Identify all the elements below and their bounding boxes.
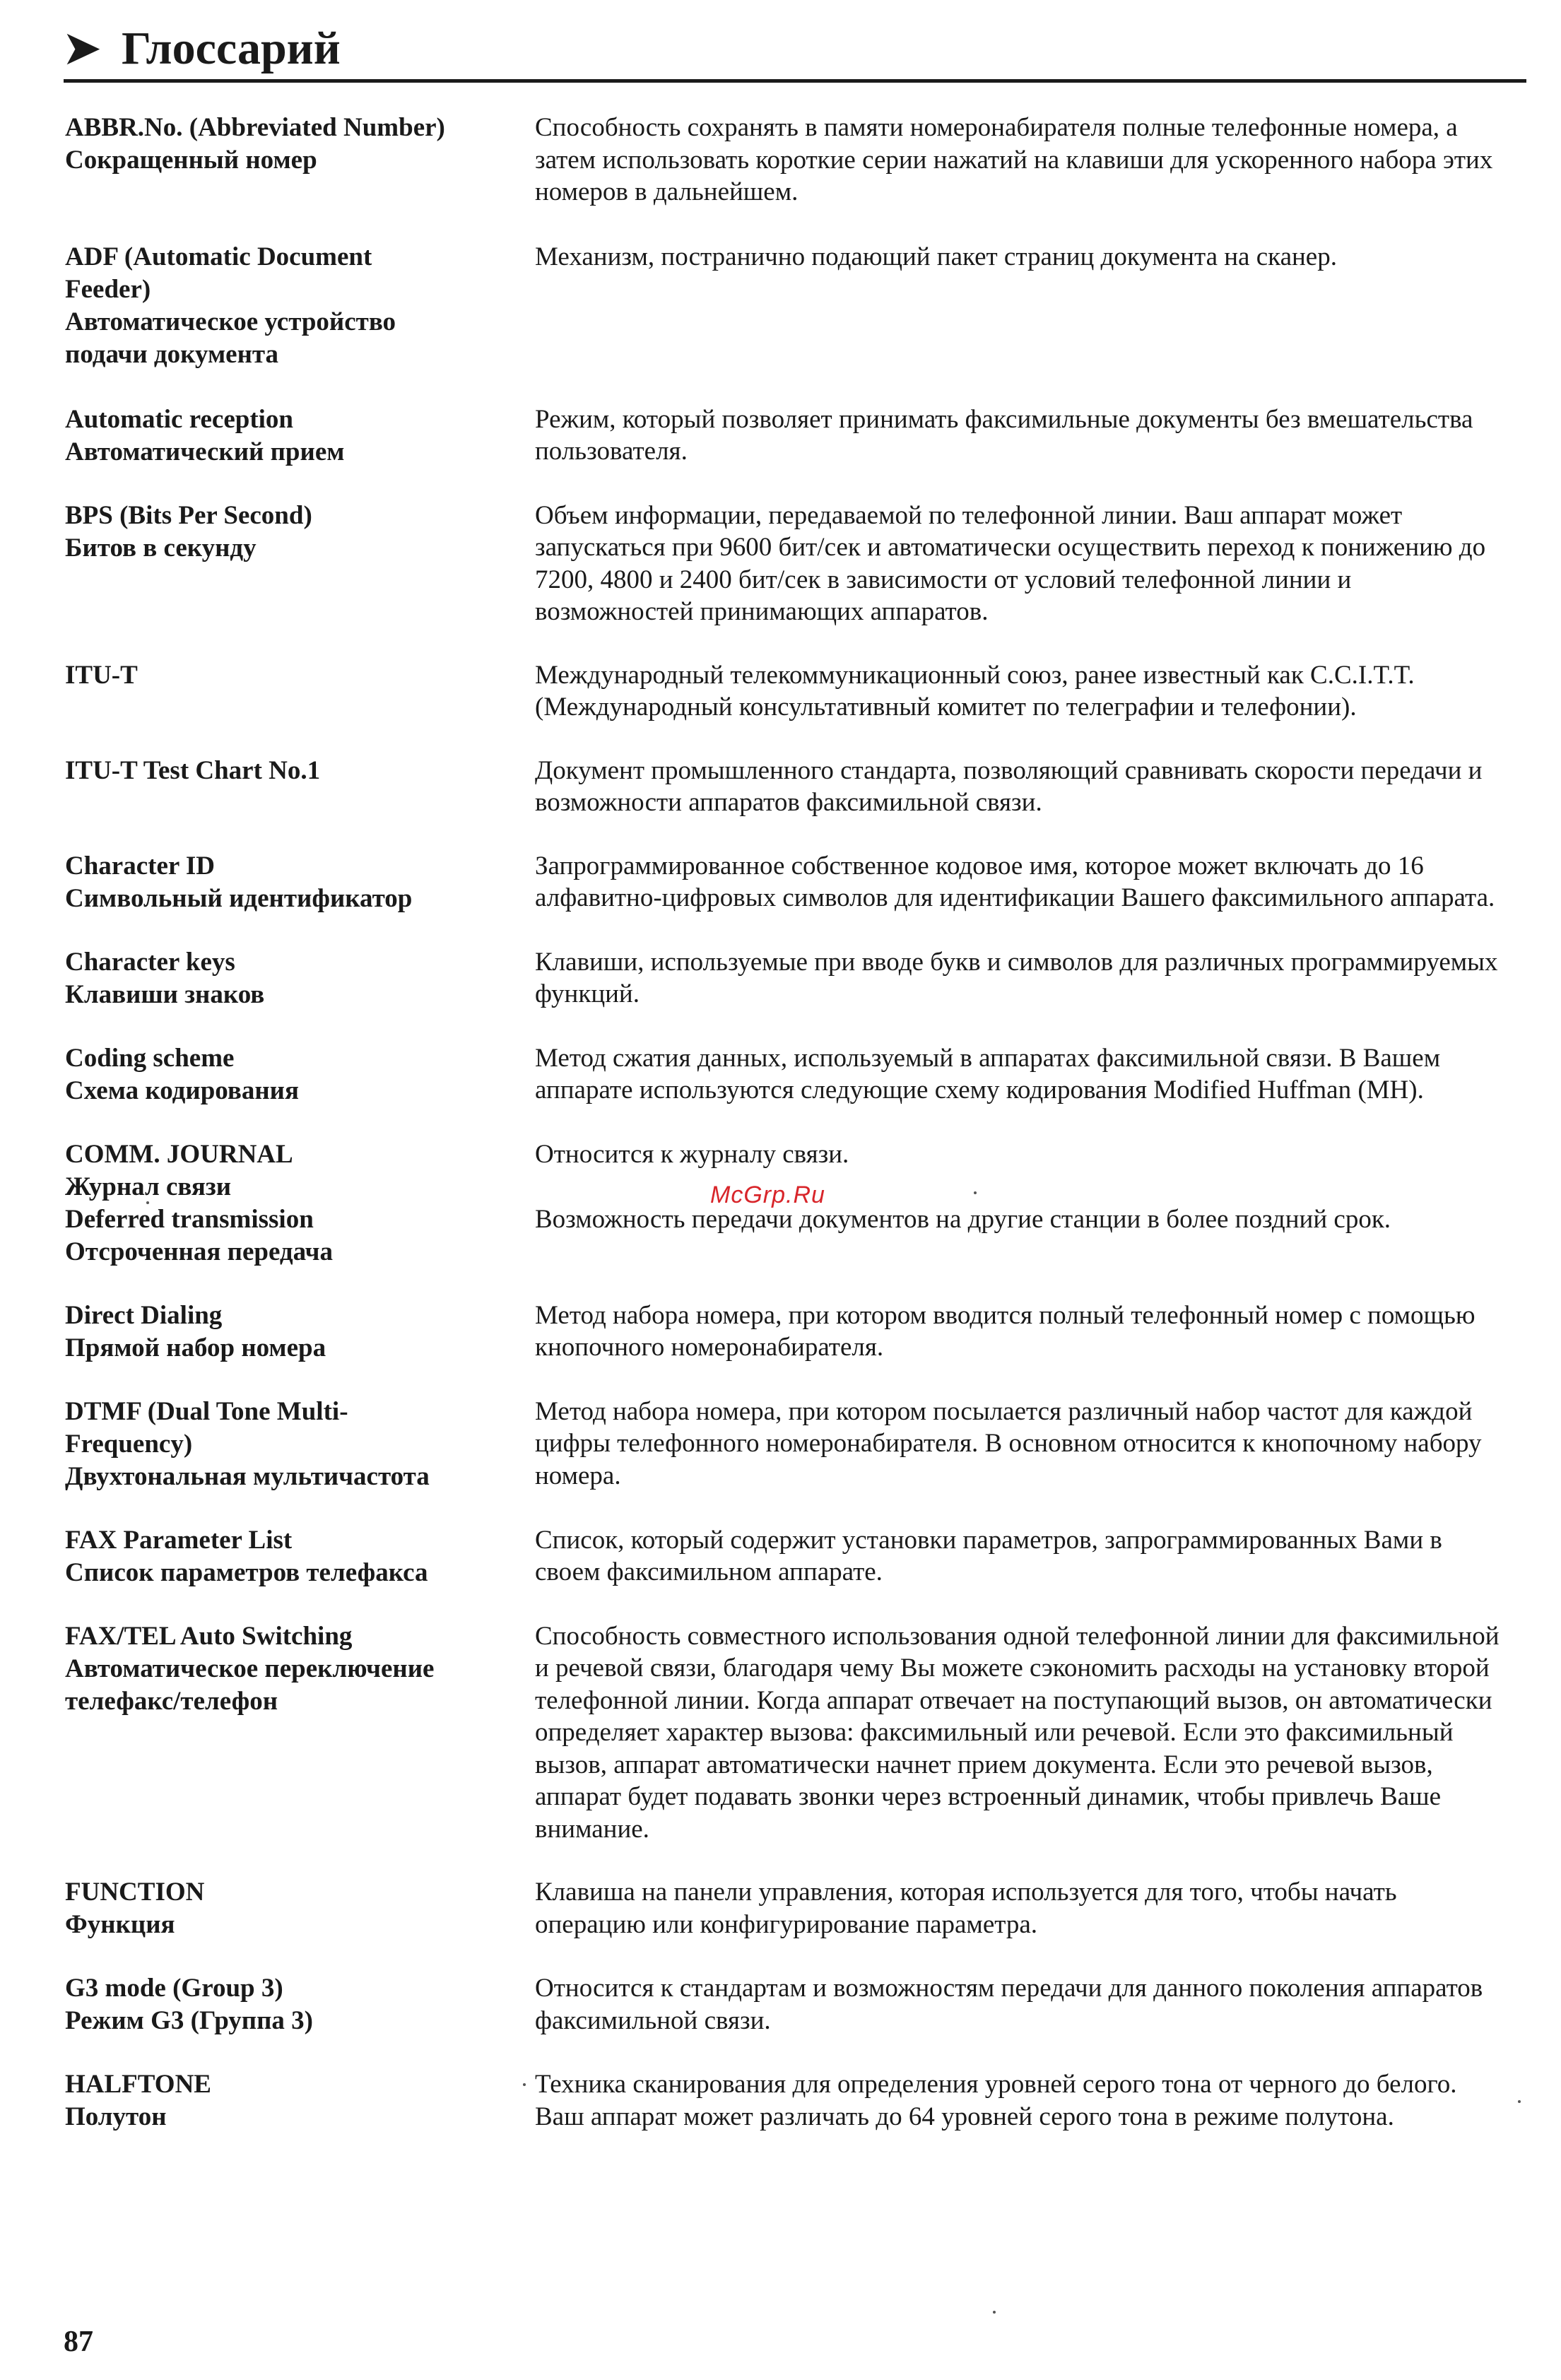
glossary-definition: Возможность передачи документов на другие станции в более поздний срок. bbox=[535, 1204, 1391, 1234]
glossary-term bbox=[65, 946, 535, 1011]
glossary-definition: Запрограммированное собственное кодовое имя, которое может включать до 16 алфавитно-цифровых символов для идентификации Вашего факсимильного аппарата. bbox=[535, 851, 1495, 912]
term-line: Feeder) bbox=[65, 274, 151, 304]
glossary-term bbox=[65, 850, 535, 915]
term-line: BPS (Bits Per Second) bbox=[65, 500, 312, 530]
glossary-entry bbox=[65, 241, 1521, 371]
term-line: Режим G3 (Группа 3) bbox=[65, 2006, 313, 2035]
glossary-entry bbox=[65, 2068, 1521, 2133]
glossary-definition: Клавиша на панели управления, которая используется для того, чтобы начать операцию или конфигурирование параметра. bbox=[535, 1878, 1397, 1939]
glossary-definition: Международный телекоммуникационный союз, ранее известный как C.C.I.T.T. (Международный консультативный комитет по телеграфии и телефонии). bbox=[535, 660, 1415, 721]
term-line: FAX/TEL Auto Switching bbox=[65, 1621, 353, 1651]
page-title: Глоссарий bbox=[122, 23, 341, 74]
term-line: FUNCTION bbox=[65, 1878, 205, 1907]
glossary-list bbox=[65, 112, 1521, 2133]
term-line: COMM. JOURNAL bbox=[65, 1139, 293, 1169]
glossary-entry bbox=[65, 1396, 1521, 1493]
watermark: McGrp.Ru bbox=[710, 1182, 825, 1208]
term-line: Coding scheme bbox=[65, 1043, 235, 1073]
glossary-entry bbox=[65, 659, 1521, 724]
glossary-entry bbox=[65, 850, 1521, 915]
term-line: Автоматическое устройство bbox=[65, 307, 396, 336]
glossary-definition: Список, который содержит установки параметров, запрограммированных Вами в своем факсимильном аппарате. bbox=[535, 1525, 1442, 1586]
term-line: Автоматическое переключение bbox=[65, 1654, 435, 1683]
term-line: Сокращенный номер bbox=[65, 146, 317, 175]
glossary-definition: Объем информации, передаваемой по телефонной линии. Ваш аппарат может запускаться при 9600 бит/сек и автоматически осуществить переход к понижению до 7200, 4800 и 2400 бит/сек в зависимости от условий телефонной линии и возможностей принимающих аппаратов. bbox=[535, 500, 1486, 626]
term-line: Deferred transmission bbox=[65, 1204, 314, 1234]
glossary-entry bbox=[65, 1203, 1521, 1268]
glossary-entry bbox=[65, 755, 1521, 819]
arrow-icon: ➤ bbox=[64, 25, 100, 73]
glossary-term bbox=[65, 403, 535, 469]
term-line: Автоматический прием bbox=[65, 437, 345, 466]
term-line: FAX Parameter List bbox=[65, 1525, 293, 1555]
page-number: 87 bbox=[64, 2326, 93, 2358]
glossary-entry bbox=[65, 1042, 1521, 1107]
glossary-definition: Относится к журналу связи. bbox=[535, 1139, 849, 1169]
term-line: DTMF (Dual Tone Multi- bbox=[65, 1396, 348, 1426]
glossary-term bbox=[65, 1203, 535, 1268]
glossary-entry bbox=[65, 403, 1521, 469]
glossary-term bbox=[65, 1396, 535, 1493]
glossary-definition: Механизм, постранично подающий пакет страниц документа на сканер. bbox=[535, 242, 1337, 271]
term-line: G3 mode (Group 3) bbox=[65, 1974, 283, 2003]
term-line: Клавиши знаков bbox=[65, 979, 265, 1009]
glossary-entry bbox=[65, 112, 1521, 208]
term-line: Битов в секунду bbox=[65, 533, 257, 562]
glossary-definition: Метод набора номера, при котором посылается различный набор частот для каждой цифры телефонного номеронабирателя. В основном относится к кнопочному набору номера. bbox=[535, 1396, 1482, 1490]
glossary-entry bbox=[65, 1972, 1521, 2037]
glossary-term bbox=[65, 2068, 535, 2133]
term-line: ITU-T bbox=[65, 660, 138, 690]
term-line: Direct Dialing bbox=[65, 1300, 223, 1330]
term-line: подачи документа bbox=[65, 339, 279, 369]
term-line: ADF (Automatic Document bbox=[65, 242, 372, 271]
glossary-definition: Метод сжатия данных, используемый в аппаратах факсимильной связи. В Вашем аппарате используются следующие схему кодирования Modified Huffman (MH). bbox=[535, 1043, 1441, 1104]
glossary-term bbox=[65, 1524, 535, 1589]
page-header bbox=[64, 20, 1526, 83]
glossary-term bbox=[65, 500, 535, 628]
term-line: Отсроченная передача bbox=[65, 1237, 333, 1266]
term-line: Схема кодирования bbox=[65, 1076, 300, 1105]
term-line: Полутон bbox=[65, 2102, 167, 2131]
term-line: ABBR.No. (Abbreviated Number) bbox=[65, 113, 445, 142]
glossary-entry bbox=[65, 1876, 1521, 1941]
glossary-term bbox=[65, 241, 535, 371]
glossary-entry bbox=[65, 1300, 1521, 1365]
glossary-term bbox=[65, 755, 535, 819]
glossary-definition: Клавиши, используемые при вводе букв и символов для различных программируемых функций. bbox=[535, 947, 1498, 1008]
glossary-term bbox=[65, 1876, 535, 1941]
term-line: Список параметров телефакса bbox=[65, 1557, 428, 1587]
term-line: Двухтональная мультичастота bbox=[65, 1461, 430, 1491]
term-line: телефакс/телефон bbox=[65, 1686, 278, 1716]
scan-speck bbox=[1518, 2100, 1521, 2103]
glossary-term bbox=[65, 1300, 535, 1365]
term-line: HALFTONE bbox=[65, 2070, 211, 2099]
scan-speck bbox=[993, 2311, 996, 2314]
glossary-entry bbox=[65, 1620, 1521, 1846]
glossary-definition: Относится к стандартам и возможностям передачи для данного поколения аппаратов факсимильной связи. bbox=[535, 1974, 1483, 2035]
glossary-entry bbox=[65, 500, 1521, 628]
glossary-term bbox=[65, 1138, 535, 1203]
scan-speck bbox=[523, 2083, 526, 2086]
term-line: Журнал связи bbox=[65, 1172, 232, 1201]
term-line: Automatic reception bbox=[65, 404, 293, 434]
glossary-entry bbox=[65, 1524, 1521, 1589]
glossary-term bbox=[65, 1042, 535, 1107]
glossary-definition: Метод набора номера, при котором вводится полный телефонный номер с помощью кнопочного номеронабирателя. bbox=[535, 1300, 1475, 1362]
term-line: Символьный идентификатор bbox=[65, 883, 413, 913]
glossary-definition: Режим, который позволяет принимать факсимильные документы без вмешательства пользователя. bbox=[535, 404, 1473, 466]
glossary-entry bbox=[65, 946, 1521, 1011]
term-line: Функция bbox=[65, 1910, 175, 1939]
glossary-term bbox=[65, 1972, 535, 2037]
term-line: Frequency) bbox=[65, 1429, 193, 1459]
scan-speck bbox=[974, 1191, 977, 1194]
glossary-definition: Способность сохранять в памяти номеронабирателя полные телефонные номера, а затем использовать короткие серии нажатий на клавиши для ускоренного набора этих номеров в дальнейшем. bbox=[535, 113, 1493, 206]
glossary-definition: Документ промышленного стандарта, позволяющий сравнивать скорости передачи и возможности аппаратов факсимильной связи. bbox=[535, 755, 1483, 817]
term-line: ITU-T Test Chart No.1 bbox=[65, 755, 321, 785]
term-line: Character keys bbox=[65, 947, 235, 977]
glossary-definition: Техника сканирования для определения уровней серого тона от черного до белого. Ваш аппарат может различать до 64 уровней серого тона в режиме полутона. bbox=[535, 2070, 1457, 2131]
glossary-term bbox=[65, 112, 535, 208]
glossary-term bbox=[65, 659, 535, 724]
term-line: Character ID bbox=[65, 851, 216, 880]
term-line: Прямой набор номера bbox=[65, 1333, 326, 1362]
scan-speck bbox=[146, 1201, 149, 1204]
glossary-definition: Способность совместного использования одной телефонной линии для факсимильной и речевой связи, благодаря чему Вы можете сэкономить расходы на установку второй телефонной линии. Когда аппарат отвечает на поступающий вызов, он автоматически определяет характер вызова: факсимильный или речевой. Если это факсимильный вызов, аппарат автоматически начнет прием документа. Если это речевой вызов, аппарат будет подавать звонки через встроенный динамик, чтобы привлечь Ваше внимание. bbox=[535, 1621, 1500, 1844]
glossary-term bbox=[65, 1620, 535, 1846]
